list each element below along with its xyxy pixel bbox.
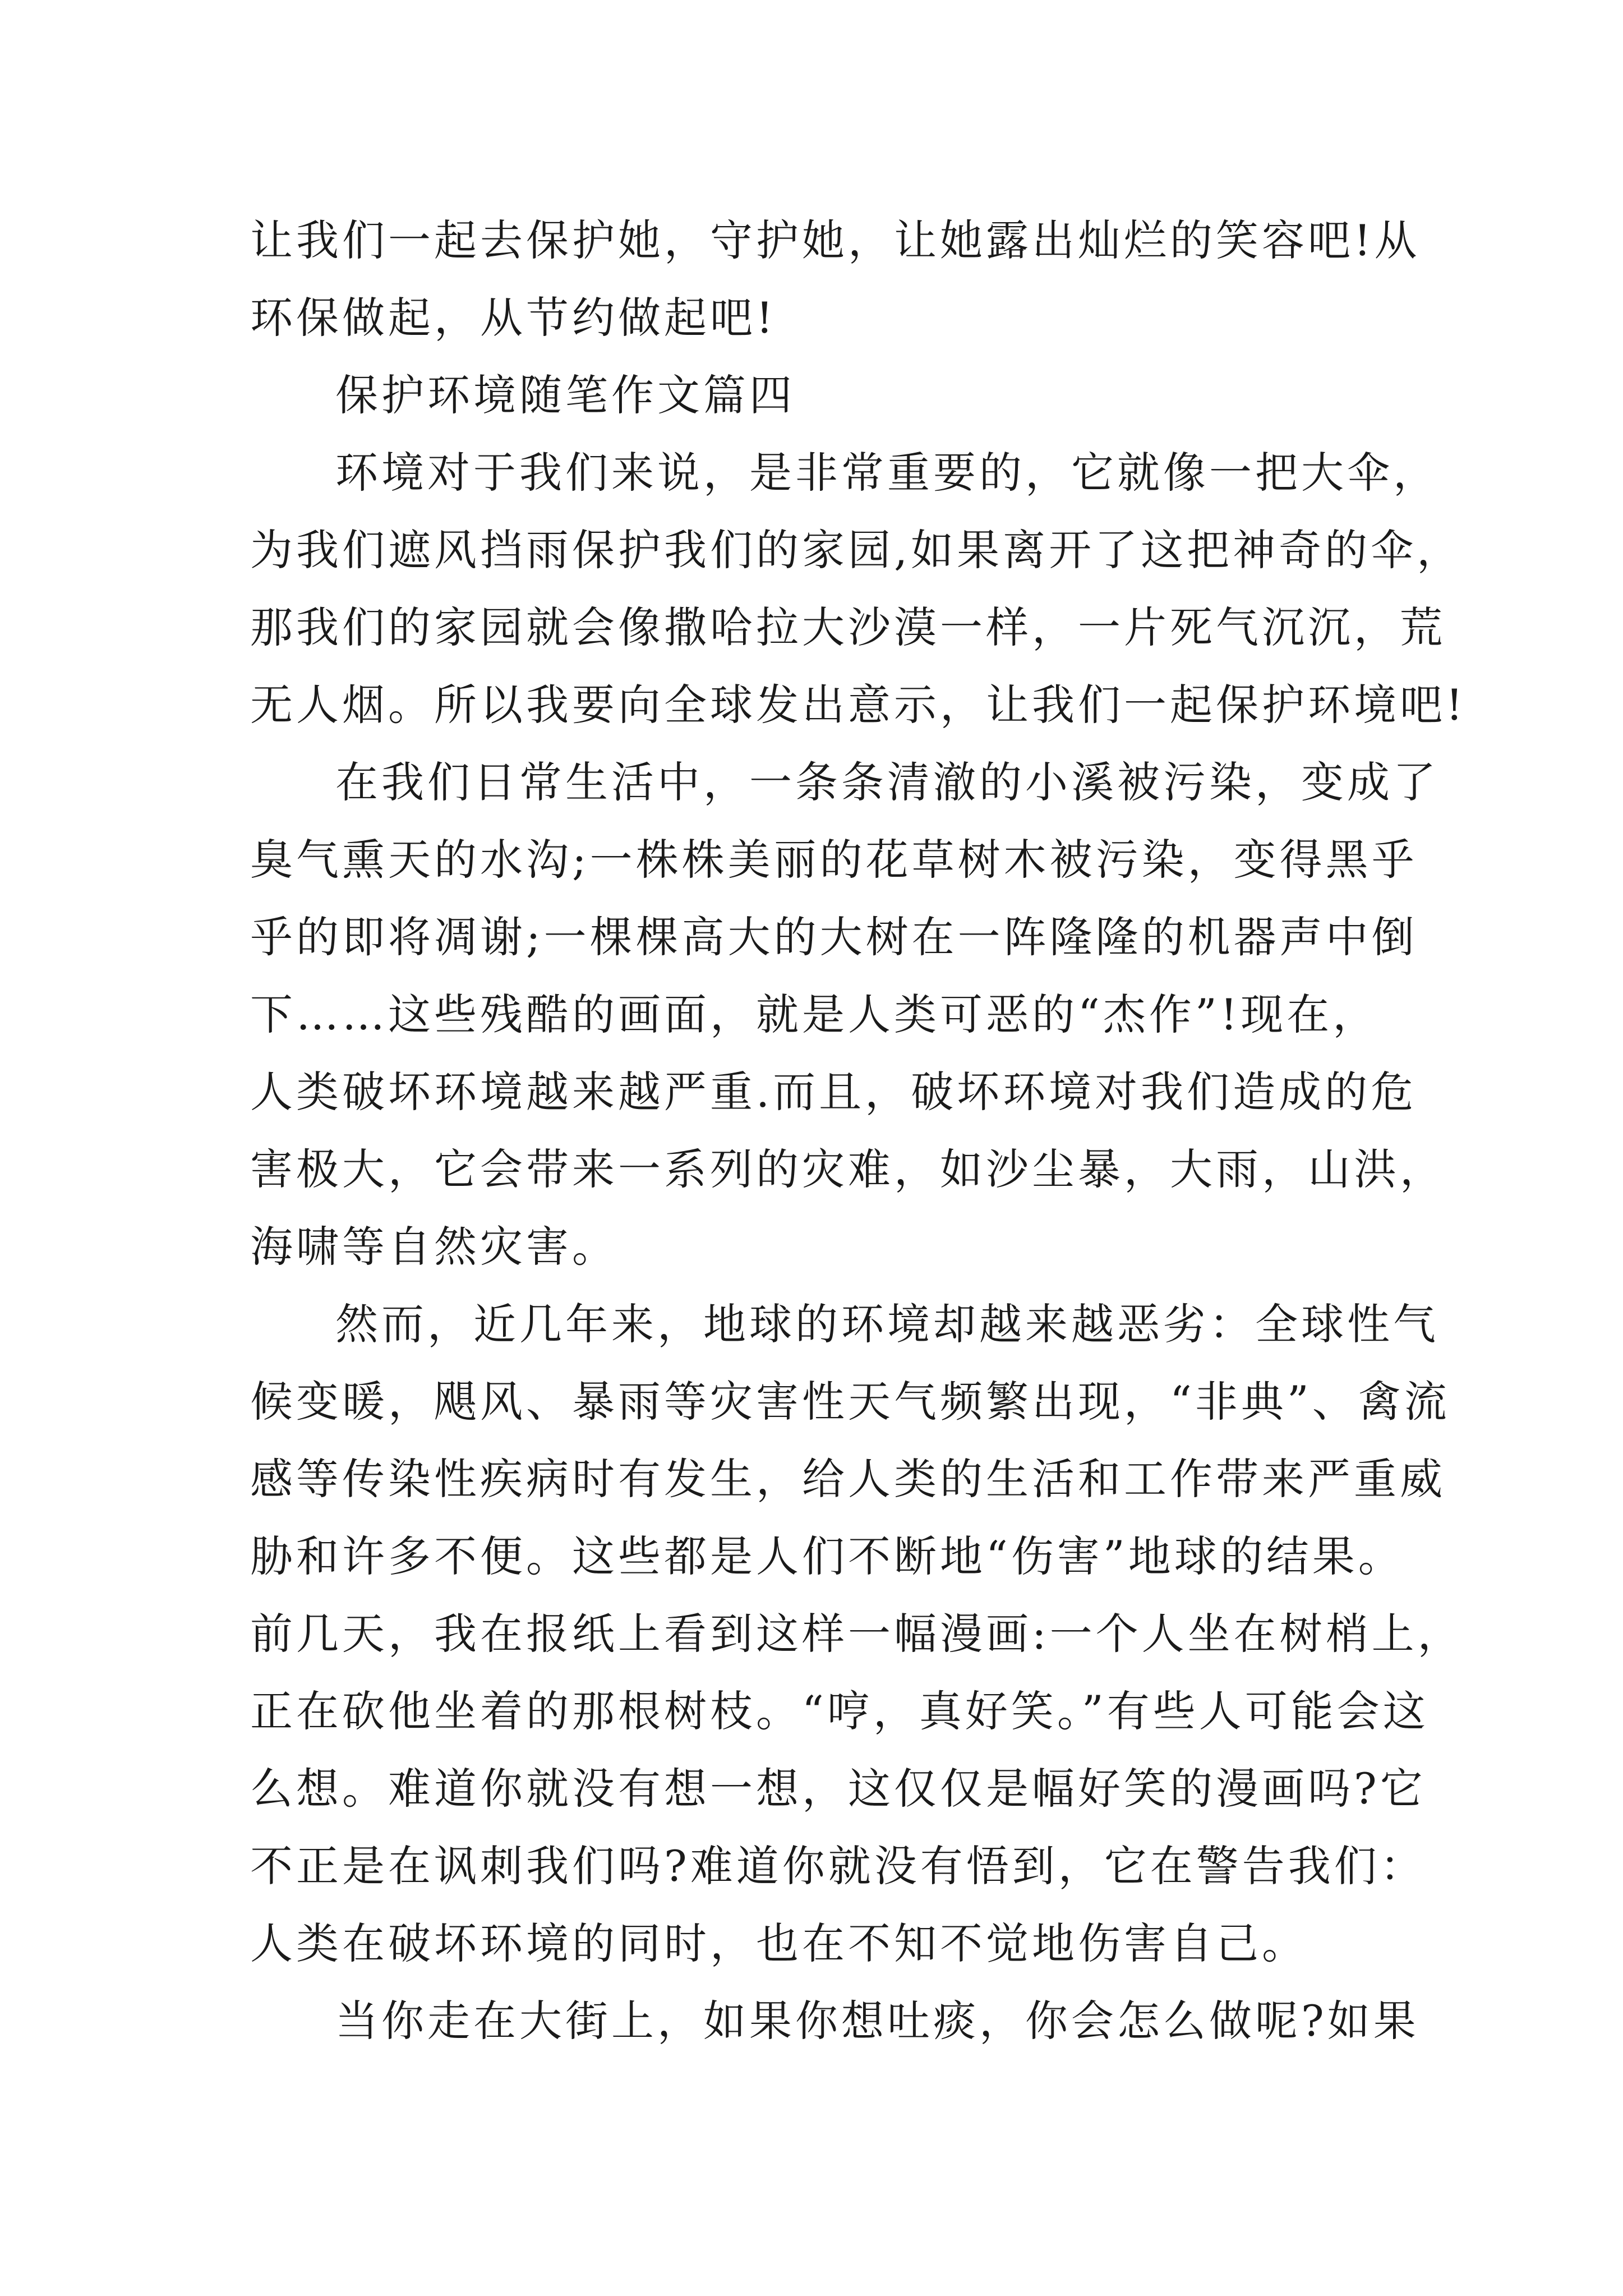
text-line: 无人烟。所以我要向全球发出意示，让我们一起保护环境吧! <box>250 680 1467 730</box>
text-line: 前几天，我在报纸上看到这样一幅漫画:一个人坐在树梢上， <box>250 1609 1464 1659</box>
text-line: 环保做起，从节约做起吧! <box>250 293 777 343</box>
text-line: 下……这些残酷的画面，就是人类可恶的“杰作”!现在， <box>250 990 1379 1039</box>
text-line: 环境对于我们来说，是非常重要的，它就像一把大伞， <box>335 448 1439 498</box>
text-line: 那我们的家园就会像撒哈拉大沙漠一样，一片死气沉沉，荒 <box>250 602 1446 652</box>
text-line: 海啸等自然灾害。 <box>250 1222 618 1272</box>
text-line: 人类在破坏环境的同时，也在不知不觉地伤害自己。 <box>250 1918 1308 1968</box>
section-title: 保护环境随笔作文篇四 <box>335 370 795 420</box>
text-line: 然而，近几年来，地球的环境却越来越恶劣：全球性气 <box>335 1299 1439 1349</box>
text-line: 么想。难道你就没有想一想，这仅仅是幅好笑的漫画吗?它 <box>250 1764 1426 1814</box>
text-line: 乎的即将凋谢;一棵棵高大的大树在一阵隆隆的机器声中倒 <box>250 912 1418 962</box>
text-line: 候变暖，飓风、暴雨等灾害性天气频繁出现，“非典”、禽流 <box>250 1377 1450 1427</box>
text-line: 不正是在讽刺我们吗?难道你就没有悟到，它在警告我们： <box>250 1841 1426 1891</box>
text-line: 当你走在大街上，如果你想吐痰，你会怎么做呢?如果 <box>335 1996 1419 2046</box>
text-line: 害极大，它会带来一系列的灾难，如沙尘暴，大雨，山洪， <box>250 1144 1446 1194</box>
text-line: 胁和许多不便。这些都是人们不断地“伤害”地球的结果。 <box>250 1531 1404 1581</box>
text-line: 让我们一起去保护她，守护她，让她露出灿烂的笑容吧!从 <box>250 215 1421 265</box>
document-body <box>250 202 1467 2060</box>
text-line: 正在砍他坐着的那根树枝。“哼，真好笑。”有些人可能会这 <box>250 1686 1429 1736</box>
text-line: 感等传染性疾病时有发生，给人类的生活和工作带来严重威 <box>250 1454 1446 1504</box>
text-line: 人类破坏环境越来越严重.而且，破坏环境对我们造成的危 <box>250 1067 1417 1117</box>
text-line: 在我们日常生活中，一条条清澈的小溪被污染，变成了 <box>335 757 1439 807</box>
text-line: 为我们遮风挡雨保护我们的家园,如果离开了这把神奇的伞， <box>250 525 1463 575</box>
text-line: 臭气熏天的水沟;一株株美丽的花草树木被污染，变得黑乎 <box>250 835 1418 885</box>
